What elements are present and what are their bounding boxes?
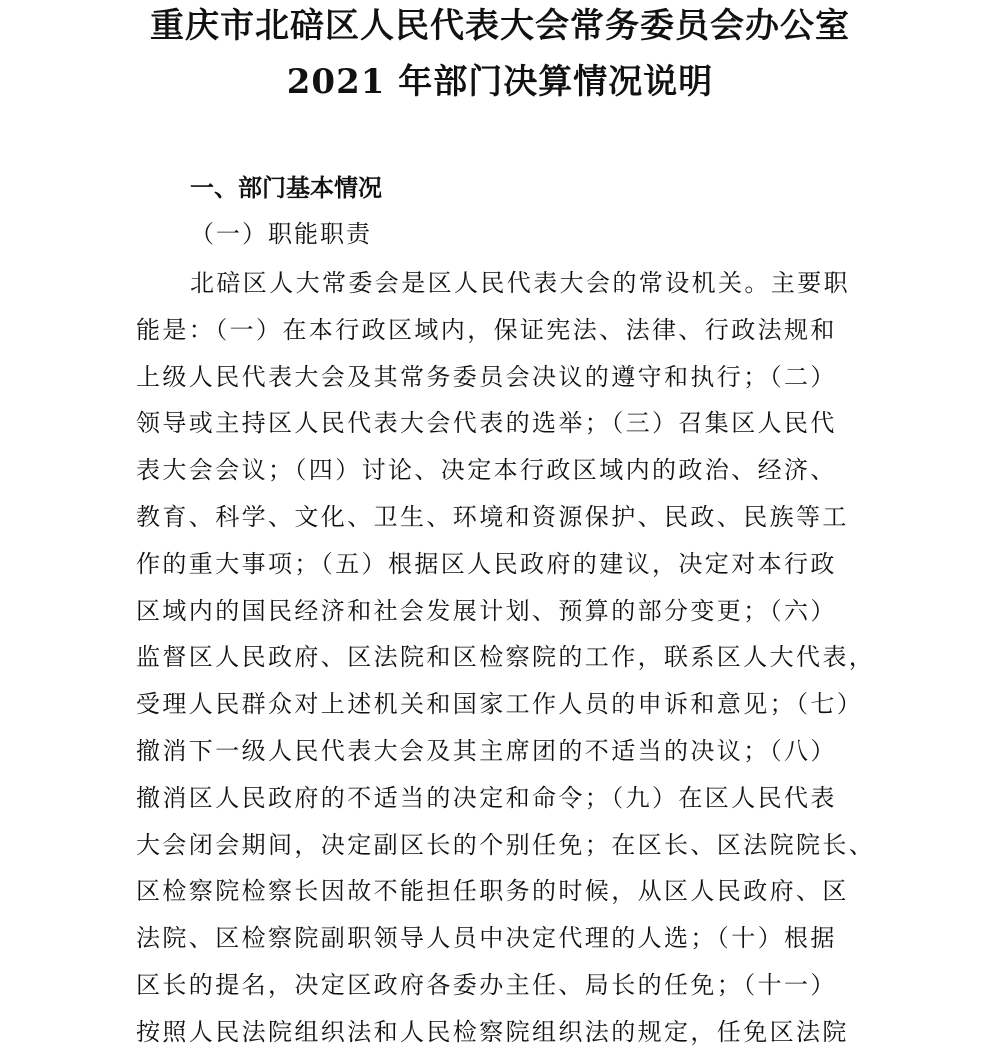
body-line: 区长的提名，决定区政府各委办主任、局长的任免；（十一）: [136, 970, 837, 999]
body-text: [136, 260, 936, 1056]
body-line: 能是：（一）在本行政区域内，保证宪法、法律、行政法规和: [136, 315, 837, 344]
body-line: 区检察院检察长因故不能担任职务的时候，从区人民政府、区: [136, 877, 849, 906]
body-line: 受理人民群众对上述机关和国家工作人员的申诉和意见；（七）: [136, 690, 864, 719]
document-title-line-2: 2021 年部门决算情况说明: [286, 62, 714, 102]
body-line: 法院、区检察院副职领导人员中决定代理的人选；（十）根据: [136, 924, 837, 953]
body-line: 撤消下一级人民代表大会及其主席团的不适当的决议；（八）: [136, 736, 837, 765]
body-line: 按照人民法院组织法和人民检察院组织法的规定，任免区法院: [136, 1017, 849, 1046]
section-heading: 一、部门基本情况: [190, 174, 382, 202]
document-title-line-1: 重庆市北碚区人民代表大会常务委员会办公室: [150, 6, 850, 46]
body-line: 区域内的国民经济和社会发展计划、预算的部分变更；（六）: [136, 596, 837, 625]
body-line: 领导或主持区人民代表大会代表的选举；（三）召集区人民代: [136, 409, 837, 438]
subsection-heading: （一）职能职责: [190, 220, 372, 248]
body-line: 撤消区人民政府的不适当的决定和命令；（九）在区人民代表: [136, 783, 837, 812]
body-line: 监督区人民政府、区法院和区检察院的工作，联系区人大代表，: [136, 643, 876, 672]
body-line: 教育、科学、文化、卫生、环境和资源保护、民政、民族等工: [136, 502, 849, 531]
body-line: 表大会会议；（四）讨论、决定本行政区域内的政治、经济、: [136, 456, 837, 485]
body-line: 作的重大事项；（五）根据区人民政府的建议，决定对本行政: [136, 549, 837, 578]
body-line: 上级人民代表大会及其常务委员会决议的遵守和执行；（二）: [136, 362, 837, 391]
body-line: 大会闭会期间，决定副区长的个别任免；在区长、区法院院长、: [136, 830, 876, 859]
body-line: 北碚区人大常委会是区人民代表大会的常设机关。主要职: [190, 269, 850, 297]
